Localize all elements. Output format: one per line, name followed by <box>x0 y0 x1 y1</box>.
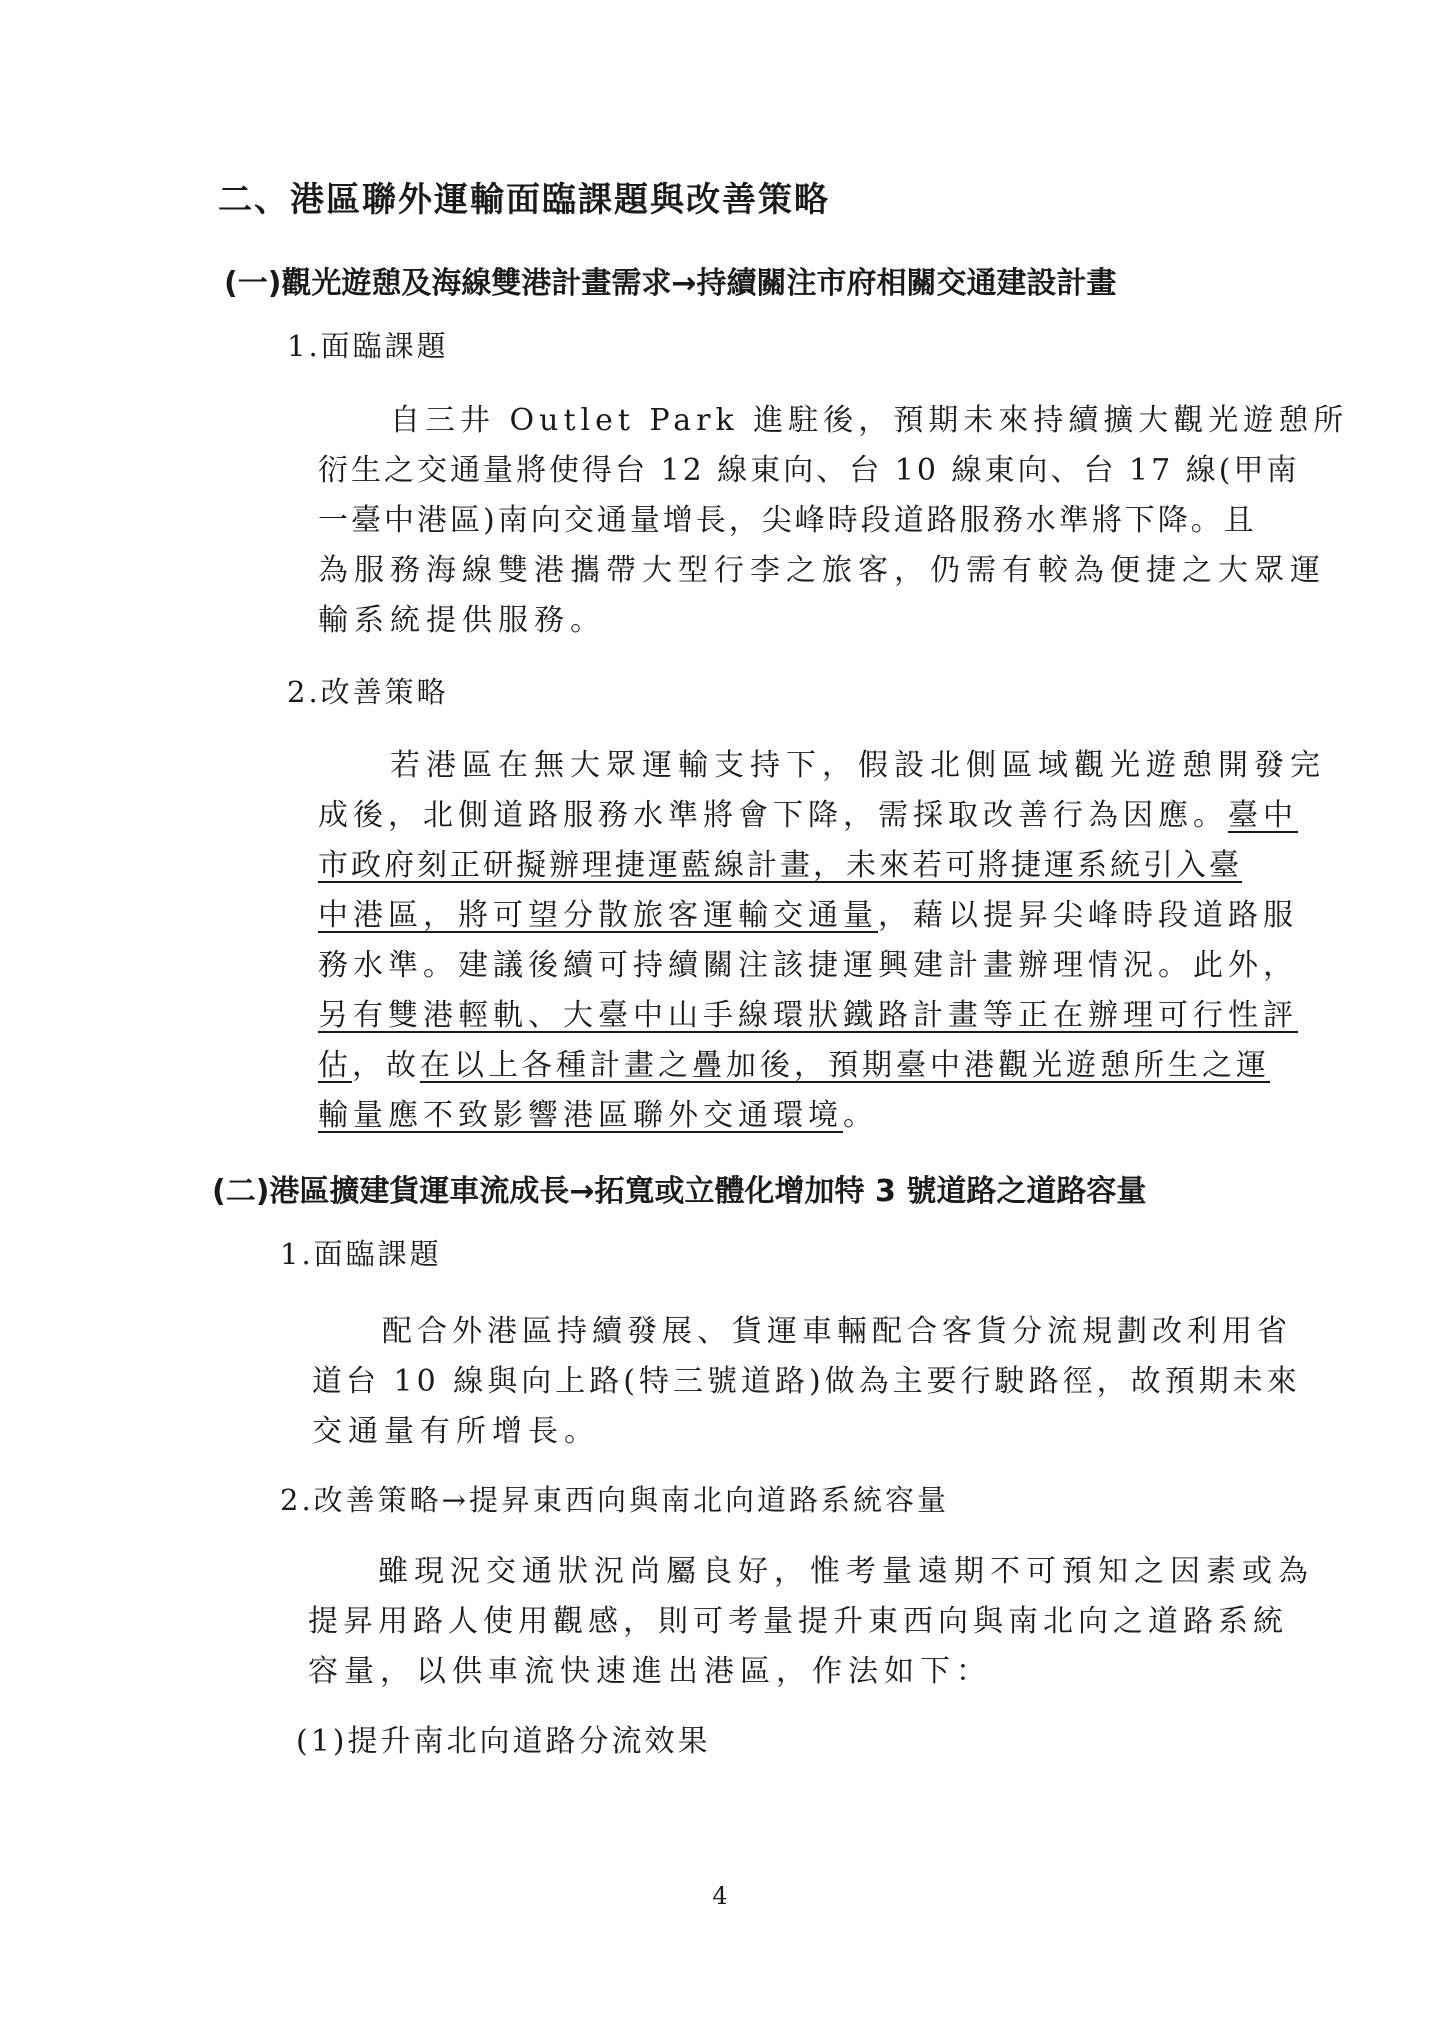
paragraph-line: 提昇用路人使用觀感，則可考量提升東西向與南北向之道路系統 <box>308 1604 1288 1639</box>
section-title: 二、港區聯外運輸面臨課題與改善策略 <box>218 180 830 220</box>
item-1-heading: (1)提升南北向道路分流效果 <box>296 1724 711 1759</box>
underlined-text: 臺中 <box>1228 798 1298 833</box>
text-segment: ，故 <box>352 1048 420 1083</box>
subsection-1-title: (一)觀光遊憩及海線雙港計畫需求→持續關注市府相關交通建設計畫 <box>224 266 1117 301</box>
paragraph-line: 輸系統提供服務。 <box>318 603 606 638</box>
subsection-2-strategy-heading: 2.改善策略→提昇東西向與南北向道路系統容量 <box>280 1483 949 1517</box>
underlined-text: 輸量應不致影響港區聯外交通環境 <box>318 1098 843 1133</box>
subsection-2-title: (二)港區擴建貨運車流成長→拓寬或立體化增加特 3 號道路之道路容量 <box>212 1174 1147 1209</box>
paragraph-line: 道台 10 線與向上路(特三號道路)做為主要行駛路徑，故預期未來 <box>312 1364 1301 1399</box>
page-number: 4 <box>712 1882 728 1910</box>
subsection-1-strategy-heading: 2.改善策略 <box>287 675 449 709</box>
subsection-1-issue-heading: 1.面臨課題 <box>287 329 449 363</box>
paragraph-line: 自三井 Outlet Park 進駐後，預期未來持續擴大觀光遊憩所 <box>390 403 1349 438</box>
subsection-2-issue-heading: 1.面臨課題 <box>280 1237 442 1271</box>
paragraph-line <box>318 790 1298 834</box>
text-segment: ，藉以提昇尖峰時段道路服 <box>878 898 1298 933</box>
underlined-text: 在以上各種計畫之疊加後，預期臺中港觀光遊憩所生之運 <box>420 1048 1270 1083</box>
paragraph-line: 容量，以供車流快速進出港區，作法如下： <box>308 1654 992 1689</box>
paragraph-line: 交通量有所增長。 <box>312 1414 600 1449</box>
paragraph-line: 務水準。建議後續可持續關注該捷運興建計畫辦理情況。此外， <box>318 948 1298 983</box>
paragraph-line <box>318 1090 878 1134</box>
underlined-text: 中港區，將可望分散旅客運輸交通量 <box>318 898 878 933</box>
underlined-text: 估 <box>318 1048 352 1083</box>
paragraph-line <box>318 890 1298 934</box>
paragraph-line: 為服務海線雙港攜帶大型行李之旅客，仍需有較為便捷之大眾運 <box>318 553 1326 588</box>
paragraph-line: 一臺中港區)南向交通量增長，尖峰時段道路服務水準將下降。且 <box>318 503 1257 538</box>
paragraph-line: 衍生之交通量將使得台 12 線東向、台 10 線東向、台 17 線(甲南 <box>318 453 1300 488</box>
paragraph-line: 若港區在無大眾運輸支持下，假設北側區域觀光遊憩開發完 <box>390 748 1326 783</box>
paragraph-line: 配合外港區持續發展、貨運車輛配合客貨分流規劃改利用省 <box>382 1314 1292 1349</box>
paragraph-line: 雖現況交通狀況尚屬良好，惟考量遠期不可預知之因素或為 <box>378 1554 1314 1589</box>
text-segment: 。 <box>843 1098 878 1133</box>
underlined-line: 另有雙港輕軌、大臺中山手線環狀鐵路計畫等正在辦理可行性評 <box>318 998 1298 1033</box>
underlined-line: 市政府刻正研擬辦理捷運藍線計畫，未來若可將捷運系統引入臺 <box>318 848 1242 883</box>
paragraph-line <box>318 1040 1270 1084</box>
text-segment: 成後，北側道路服務水準將會下降，需採取改善行為因應。 <box>318 798 1228 833</box>
